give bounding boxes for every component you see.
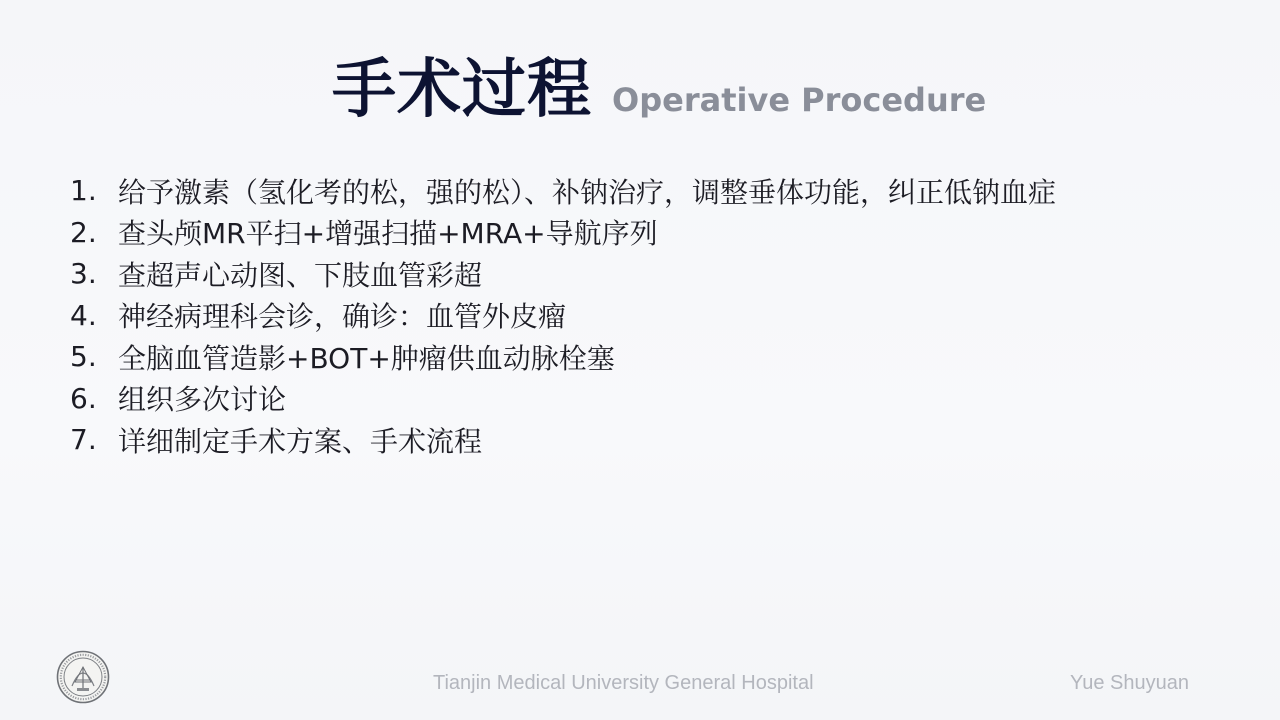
list-item: [70, 253, 1056, 295]
item-text: 给予激素（氢化考的松，强的松）、补钠治疗，调整垂体功能，纠正低钠血症: [118, 175, 1057, 209]
item-text: 查头颅MR平扫+增强扫描+MRA+导航序列: [118, 217, 658, 251]
item-number: 3.: [70, 257, 97, 291]
item-text: 神经病理科会诊，确诊：血管外皮瘤: [118, 300, 567, 334]
list-item: [70, 170, 1056, 212]
item-text: 详细制定手术方案、手术流程: [118, 424, 483, 458]
item-number: 1.: [70, 174, 97, 208]
list-item: [70, 336, 1056, 378]
item-number: 5.: [70, 340, 97, 374]
item-text: 全脑血管造影+BOT+肿瘤供血动脉栓塞: [118, 341, 615, 375]
slide-title: 手术过程: [332, 53, 592, 127]
title-row: [332, 52, 986, 128]
hospital-seal-icon: [56, 650, 110, 704]
list-item: [70, 295, 1056, 337]
item-text: 组织多次讨论: [118, 383, 287, 417]
footer-author: Yue Shuyuan: [1070, 672, 1189, 694]
item-number: 2.: [70, 215, 97, 249]
slide-subtitle: Operative Procedure: [612, 81, 987, 119]
item-number: 6.: [70, 381, 97, 415]
footer-hospital-name: Tianjin Medical University General Hospital: [433, 672, 814, 694]
list-item: [70, 212, 1056, 254]
procedure-list: [70, 170, 1056, 461]
item-number: 4.: [70, 298, 97, 332]
list-item: [70, 378, 1056, 420]
list-item: [70, 419, 1056, 461]
item-number: 7.: [70, 423, 97, 457]
item-text: 查超声心动图、下肢血管彩超: [118, 258, 483, 292]
